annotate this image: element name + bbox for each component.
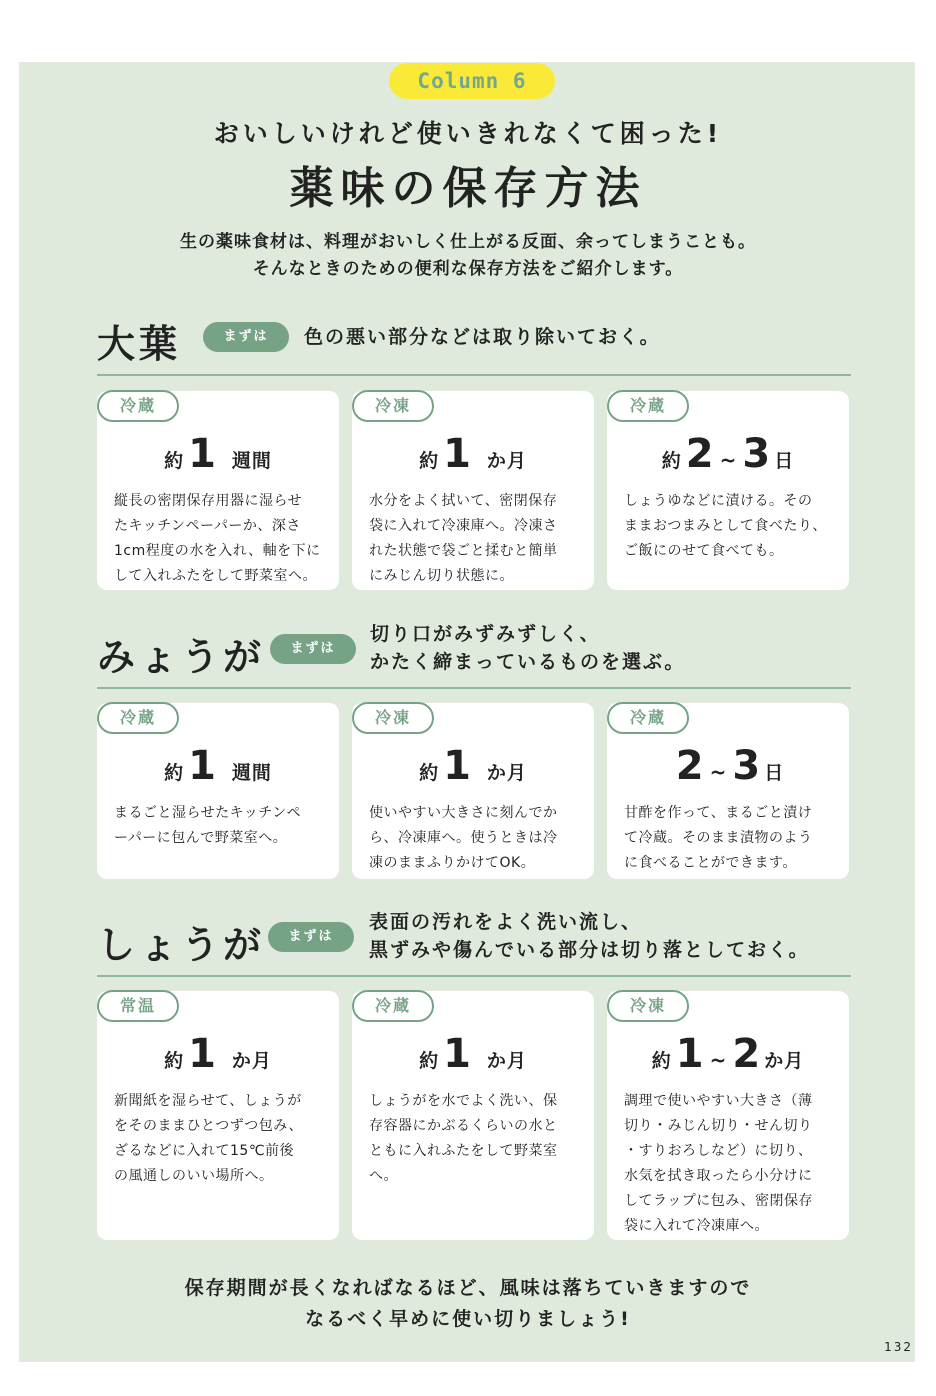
- storage-card: [607, 703, 849, 879]
- intro-text: [0, 229, 936, 283]
- closing-line: 保存期間が長くなればなるほど、風味は落ちていきますので: [184, 1277, 752, 1299]
- section-title: しょうが: [97, 923, 266, 967]
- storage-description: [624, 489, 848, 564]
- period-unit: か月: [486, 450, 527, 472]
- storage-card: [97, 991, 339, 1240]
- period-unit: 日: [774, 450, 795, 472]
- storage-period: [97, 429, 339, 479]
- page-number: 132: [884, 1340, 913, 1354]
- description-line: 凍のままふりかけてOK。: [369, 855, 536, 871]
- column-label: Column 6: [389, 63, 555, 99]
- period-prefix: 約: [419, 762, 440, 784]
- period-tilde: ~: [709, 760, 727, 784]
- description-line: 使いやすい大きさに刻んでか: [369, 805, 558, 821]
- description-line: 水分をよく拭いて、密閉保存: [369, 493, 558, 509]
- description-line: ざるなどに入れて15℃前後: [114, 1143, 295, 1159]
- description-line: 1cm程度の水を入れ、軸を下に: [114, 543, 321, 559]
- period-number-2: 2: [732, 1031, 761, 1077]
- tip-line: 色の悪い部分などは取り除いておく。: [304, 326, 661, 348]
- storage-description: [114, 1089, 338, 1189]
- storage-card: [607, 391, 849, 590]
- description-line: へ。: [369, 1168, 398, 1184]
- period-prefix: 約: [419, 1050, 440, 1072]
- storage-period: [607, 1029, 849, 1079]
- period-number: 2: [685, 431, 714, 477]
- period-tilde: ~: [719, 448, 737, 472]
- period-number: 1: [675, 1031, 704, 1077]
- period-unit: か月: [486, 1050, 527, 1072]
- storage-period: [97, 741, 339, 791]
- first-step-badge: まずは: [203, 322, 289, 352]
- period-unit: 週間: [231, 762, 272, 784]
- period-unit: か月: [231, 1050, 272, 1072]
- description-line: 甘酢を作って、まるごと漬け: [624, 805, 813, 821]
- storage-method-tag: 冷蔵: [607, 390, 689, 422]
- period-number: 1: [188, 743, 216, 789]
- description-line: 水気を拭き取ったら小分けに: [624, 1168, 813, 1184]
- period-prefix: 約: [651, 1050, 672, 1072]
- storage-card: [97, 703, 339, 879]
- storage-period: [352, 1029, 594, 1079]
- storage-method-tag: 冷蔵: [97, 390, 179, 422]
- period-unit: か月: [486, 762, 527, 784]
- description-line: まるごと湿らせたキッチンペ: [114, 805, 302, 821]
- tip-line: 黒ずみや傷んでいる部分は切り落としておく。: [369, 939, 810, 961]
- section-divider: [97, 975, 851, 977]
- period-number: 1: [188, 431, 216, 477]
- storage-period: [352, 741, 594, 791]
- storage-period: [607, 429, 849, 479]
- description-line: ご飯にのせて食べても。: [624, 543, 784, 559]
- storage-card: [352, 703, 594, 879]
- description-line: に食べることができます。: [624, 855, 797, 871]
- period-number: 2: [675, 743, 704, 789]
- period-unit: か月: [764, 1050, 805, 1072]
- description-line: にみじん切り状態に。: [369, 568, 514, 584]
- section-tip: [304, 323, 661, 351]
- description-line: ら、冷凍庫へ。使うときは冷: [369, 830, 558, 846]
- storage-method-tag: 冷凍: [607, 990, 689, 1022]
- period-prefix: 約: [661, 450, 682, 472]
- description-line: しょうがを水でよく洗い、保: [369, 1093, 558, 1109]
- description-line: をそのままひとつずつ包み、: [114, 1118, 304, 1134]
- period-number-2: 3: [742, 431, 771, 477]
- first-step-badge: まずは: [268, 922, 354, 952]
- storage-period: [352, 429, 594, 479]
- storage-method-tag: 冷凍: [352, 390, 434, 422]
- section-title: 大葉: [97, 322, 182, 366]
- description-line: れた状態で袋ごと揉むと簡単: [369, 543, 558, 559]
- section-title: みょうが: [97, 635, 266, 679]
- storage-method-tag: 冷凍: [352, 702, 434, 734]
- description-line: しょうゆなどに漬ける。その: [624, 493, 813, 509]
- period-number-2: [224, 743, 232, 789]
- description-line: してラップに包み、密閉保存: [624, 1193, 814, 1209]
- description-line: の風通しのいい場所へ。: [114, 1168, 274, 1184]
- description-line: ままおつまみとして食べたり、: [624, 518, 827, 534]
- period-unit: 週間: [231, 450, 272, 472]
- period-number: 1: [443, 1031, 471, 1077]
- description-line: て冷蔵。そのまま漬物のよう: [624, 830, 813, 846]
- description-line: ともに入れふたをして野菜室: [369, 1143, 558, 1159]
- description-line: して入れふたをして野菜室へ。: [114, 568, 317, 584]
- storage-method-tag: 常温: [97, 990, 179, 1022]
- storage-card: [97, 391, 339, 590]
- storage-card: [352, 991, 594, 1240]
- description-line: 調理で使いやすい大きさ（薄: [624, 1093, 813, 1109]
- storage-card: [352, 391, 594, 590]
- closing-note: [0, 1273, 936, 1335]
- page-title: 薬味の保存方法: [289, 163, 647, 214]
- storage-period: [97, 1029, 339, 1079]
- period-number: 1: [443, 431, 471, 477]
- period-prefix: 約: [164, 762, 185, 784]
- description-line: ーパーに包んで野菜室へ。: [114, 830, 288, 846]
- storage-method-tag: 冷蔵: [607, 702, 689, 734]
- period-number: 1: [443, 743, 471, 789]
- description-line: 新聞紙を湿らせて、しょうが: [114, 1093, 302, 1109]
- page-subtitle: おいしいけれど使いきれなくて困った!: [213, 119, 723, 148]
- period-prefix: 約: [164, 450, 185, 472]
- description-line: 袋に入れて冷凍庫へ。: [624, 1218, 769, 1234]
- period-number-2: [224, 1031, 232, 1077]
- period-prefix: 約: [164, 1050, 185, 1072]
- tip-line: 切り口がみずみずしく、: [370, 623, 601, 645]
- storage-card: [607, 991, 849, 1240]
- period-tilde: ~: [709, 1048, 727, 1072]
- section-tip: [369, 908, 810, 964]
- description-line: 存容器にかぶるくらいの水と: [369, 1118, 558, 1134]
- storage-method-tag: 冷蔵: [97, 702, 179, 734]
- section-divider: [97, 374, 851, 376]
- description-line: 切り・みじん切り・せん切り: [624, 1118, 813, 1134]
- period-number: 1: [188, 1031, 216, 1077]
- description-line: ・すりおろしなど）に切り、: [624, 1143, 813, 1159]
- section-divider: [97, 687, 851, 689]
- storage-description: [624, 1089, 848, 1239]
- storage-method-tag: 冷蔵: [352, 990, 434, 1022]
- section-tip: [370, 620, 685, 676]
- period-number-2: [479, 1031, 487, 1077]
- intro-line: そんなときのための便利な保存方法をご紹介します。: [252, 259, 684, 279]
- storage-description: [114, 489, 338, 589]
- storage-description: [369, 489, 593, 589]
- storage-description: [624, 801, 848, 876]
- storage-description: [369, 1089, 593, 1189]
- description-line: 縦長の密閉保存用器に湿らせ: [114, 493, 303, 509]
- description-line: たキッチンペーパーか、深さ: [114, 518, 301, 534]
- closing-line: なるべく早めに使い切りましょう!: [305, 1308, 631, 1330]
- period-prefix: 約: [419, 450, 440, 472]
- period-number-2: [479, 743, 487, 789]
- tip-line: 表面の汚れをよく洗い流し、: [369, 911, 643, 933]
- first-step-badge: まずは: [270, 634, 356, 664]
- storage-description: [114, 801, 338, 851]
- period-number-2: [224, 431, 232, 477]
- period-unit: 日: [764, 762, 785, 784]
- intro-line: 生の薬味食材は、料理がおいしく仕上がる反面、余ってしまうことも。: [180, 232, 756, 252]
- period-number-2: 3: [732, 743, 761, 789]
- tip-line: かたく締まっているものを選ぶ。: [370, 651, 686, 673]
- storage-description: [369, 801, 593, 876]
- storage-period: [607, 741, 849, 791]
- description-line: 袋に入れて冷凍庫へ。冷凍さ: [369, 518, 558, 534]
- period-number-2: [479, 431, 487, 477]
